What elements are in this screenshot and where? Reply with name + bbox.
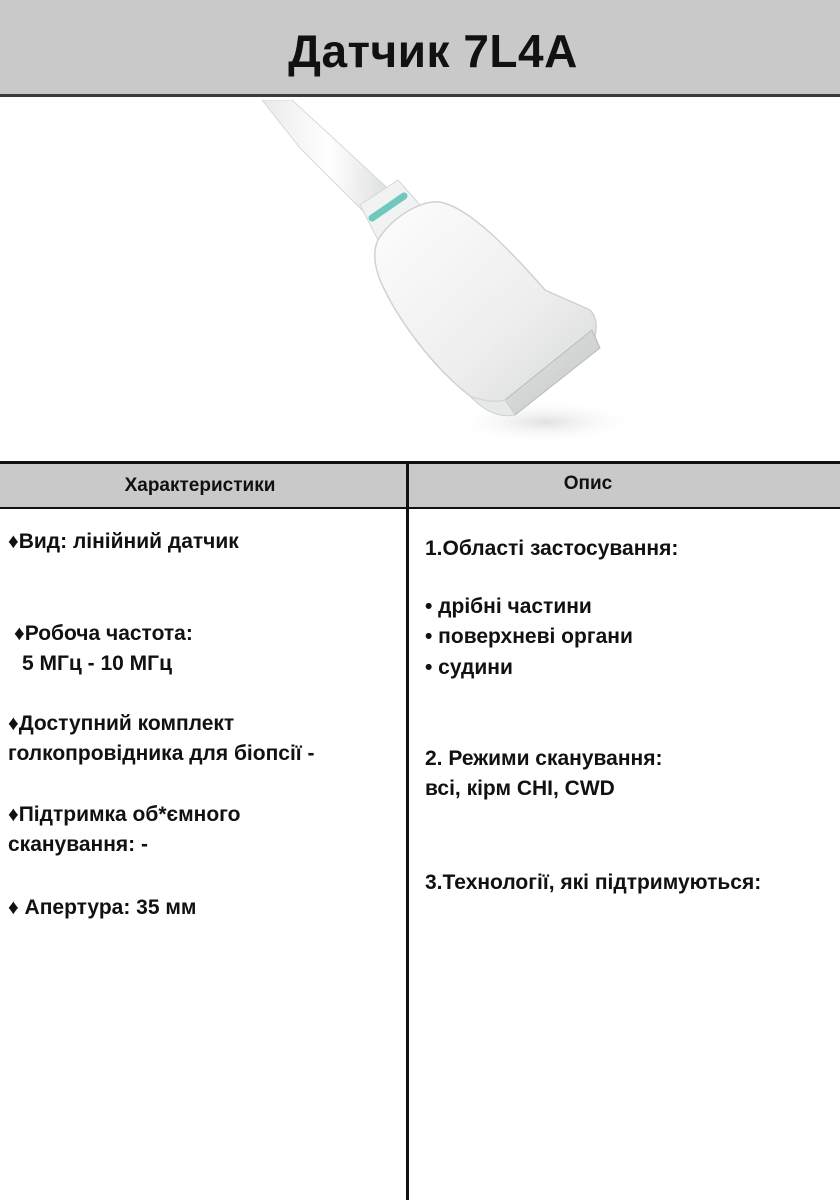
desc-application-item: • поверхневі органи bbox=[425, 625, 633, 648]
desc-modes-heading: 2. Режими сканування: bbox=[425, 747, 663, 770]
column-divider bbox=[406, 461, 409, 1200]
desc-applications-heading: 1.Області застосування: bbox=[425, 537, 679, 560]
desc-modes-value: всі, кірм CHI, CWD bbox=[425, 777, 615, 800]
probe-image bbox=[0, 100, 840, 460]
spec-volume-label: ♦Підтримка об*ємного bbox=[8, 803, 241, 826]
page-title: Датчик 7L4A bbox=[288, 25, 578, 77]
spec-biopsy-label: ♦Доступний комплект bbox=[8, 712, 235, 735]
desc-application-item: • дрібні частини bbox=[425, 595, 592, 618]
header-characteristics: Характеристики bbox=[124, 475, 276, 496]
desc-application-item: • судини bbox=[425, 656, 513, 679]
spec-biopsy-value: голкопровідника для біопсії - bbox=[8, 742, 315, 765]
desc-technologies-heading: 3.Технології, які підтримуються: bbox=[425, 871, 762, 894]
spec-volume-value: сканування: - bbox=[8, 833, 148, 856]
spec-frequency-value: 5 МГц - 10 МГц bbox=[22, 652, 172, 675]
spec-aperture: ♦ Апертура: 35 мм bbox=[8, 896, 197, 919]
spec-type: ♦Вид: лінійний датчик bbox=[8, 530, 239, 553]
spec-frequency-label: ♦Робоча частота: bbox=[14, 622, 193, 645]
header-description: Опис bbox=[563, 473, 613, 494]
